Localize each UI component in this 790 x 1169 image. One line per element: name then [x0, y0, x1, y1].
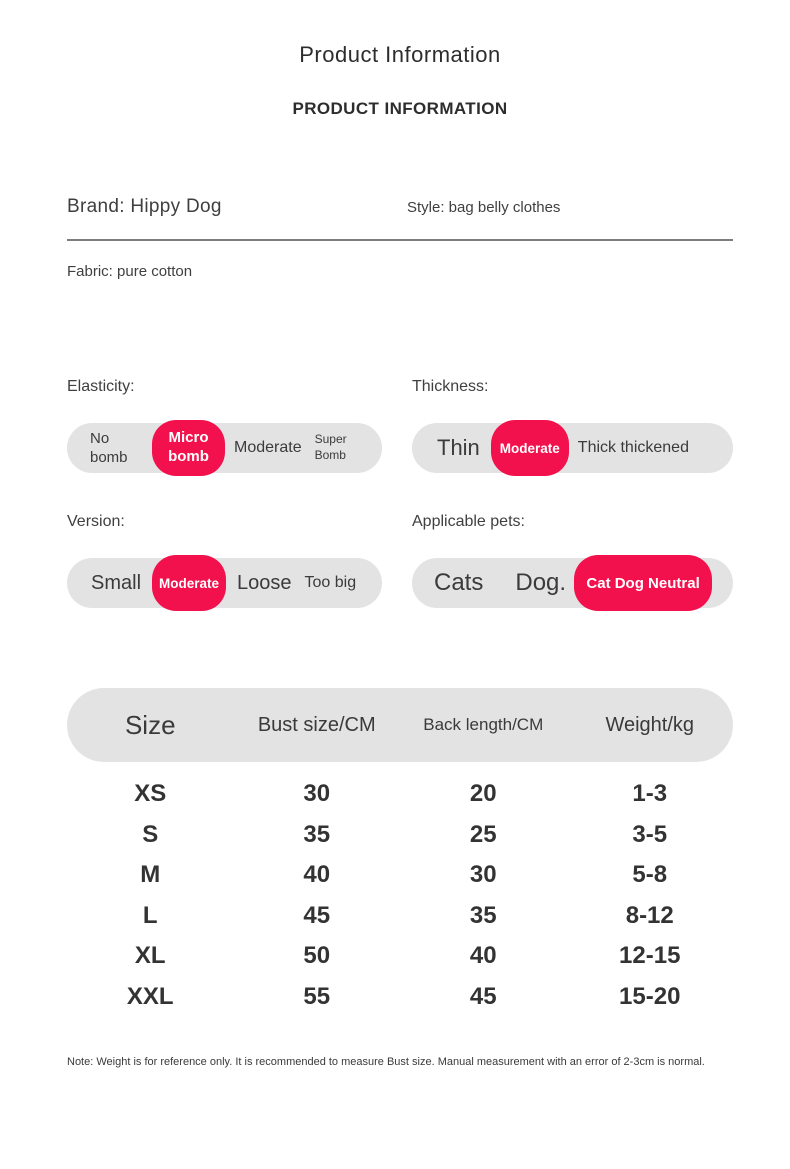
note-text: Note: Weight is for reference only. It is recommended to measure Bust size. Manual measurement with an error of 2-3cm is normal.: [67, 1056, 705, 1068]
col-header-size: Size: [124, 709, 176, 740]
size-table-body: [67, 774, 733, 1017]
brand-style-row: [67, 195, 733, 219]
option-moderate-elasticity[interactable]: Moderate: [234, 439, 302, 456]
option-thick-thickened[interactable]: Thick thickened: [577, 439, 689, 456]
cell-weight: 5-8: [632, 861, 668, 889]
elasticity-label: Elasticity:: [67, 378, 135, 395]
cell-bust: 30: [303, 780, 331, 808]
option-no-bomb[interactable]: No bomb: [90, 429, 128, 466]
version-option-bar: [67, 558, 382, 608]
cell-size: S: [142, 820, 159, 848]
option-moderate-version[interactable]: Moderate: [152, 555, 226, 611]
cell-bust: 55: [303, 982, 331, 1010]
style-info: Style: bag belly clothes: [407, 199, 561, 216]
cell-weight: 1-3: [632, 780, 668, 808]
cell-bust: 45: [303, 901, 331, 929]
table-row-s: [67, 815, 733, 856]
cell-bust: 50: [303, 942, 331, 970]
col-header-back-length: Back length/CM: [423, 715, 544, 734]
option-super-bomb[interactable]: Super Bomb: [314, 432, 347, 462]
cell-weight: 15-20: [619, 982, 681, 1010]
thickness-option-bar: [412, 423, 733, 473]
elasticity-section: [67, 377, 382, 473]
cell-size: M: [140, 861, 161, 889]
option-micro-bomb[interactable]: Micro bomb: [152, 420, 225, 476]
table-row-xl: [67, 936, 733, 977]
option-dog[interactable]: Dog.: [515, 569, 567, 596]
brand-info: Brand: Hippy Dog: [67, 196, 222, 217]
cell-weight: 8-12: [625, 901, 674, 929]
cell-size: XXL: [126, 982, 174, 1010]
cell-bust: 35: [303, 820, 331, 848]
table-row-m: [67, 855, 733, 896]
cell-back-length: 30: [469, 861, 497, 889]
cell-bust: 40: [303, 861, 331, 889]
size-table-header: [67, 688, 733, 762]
applicable-pets-section: [412, 512, 733, 608]
cell-back-length: 25: [469, 820, 497, 848]
table-row-xs: [67, 774, 733, 815]
size-table: [67, 688, 733, 1017]
option-moderate-thickness[interactable]: Moderate: [491, 420, 569, 476]
product-info-page: [67, 42, 733, 1069]
option-small[interactable]: Small: [91, 571, 142, 594]
cell-back-length: 40: [469, 942, 497, 970]
fabric-info: Fabric: pure cotton: [67, 263, 193, 280]
option-cats[interactable]: Cats: [434, 569, 484, 596]
attribute-selectors: [67, 377, 733, 608]
cell-back-length: 35: [469, 901, 497, 929]
cell-size: XL: [134, 942, 166, 970]
option-too-big[interactable]: Too big: [304, 574, 357, 591]
version-label: Version:: [67, 513, 125, 530]
version-section: [67, 512, 382, 608]
divider: [67, 239, 733, 241]
table-row-l: [67, 896, 733, 937]
pets-option-bar: [412, 558, 733, 608]
option-thin[interactable]: Thin: [437, 435, 480, 460]
applicable-pets-label: Applicable pets:: [412, 513, 525, 530]
option-cat-dog-neutral[interactable]: Cat Dog Neutral: [574, 555, 712, 611]
cell-weight: 3-5: [632, 820, 668, 848]
col-header-bust-size: Bust size/CM: [257, 713, 376, 736]
cell-size: XS: [134, 780, 167, 808]
cell-size: L: [142, 901, 158, 929]
elasticity-option-bar: [67, 423, 382, 473]
thickness-section: [412, 377, 733, 473]
option-loose[interactable]: Loose: [237, 571, 292, 594]
cell-back-length: 45: [469, 982, 497, 1010]
table-row-xxl: [67, 977, 733, 1018]
col-header-weight: Weight/kg: [605, 713, 695, 736]
page-title: Product Information: [299, 42, 501, 67]
page-subtitle: PRODUCT INFORMATION: [292, 99, 508, 118]
thickness-label: Thickness:: [412, 378, 489, 395]
cell-back-length: 20: [469, 780, 497, 808]
cell-weight: 12-15: [619, 942, 681, 970]
